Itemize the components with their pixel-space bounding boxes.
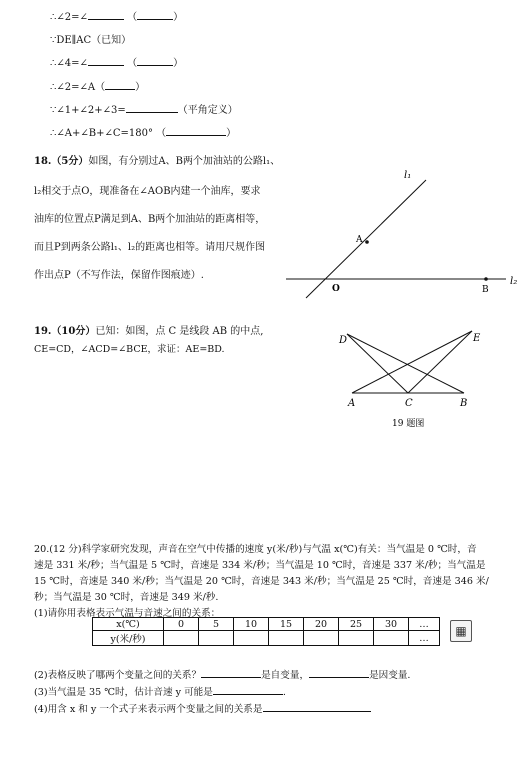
question-text: (2)表格反映了哪两个变量之间的关系？ xyxy=(34,670,202,681)
table-cell: x(℃) xyxy=(93,618,164,631)
question-text: (4)用含 x 和 y 一个式子来表示两个变量之间的关系是 xyxy=(34,704,263,715)
proof-text: ∴∠4=∠ xyxy=(50,58,88,69)
question-text: 秒；当气温是 30 ℃时，音速是 349 米/秒. xyxy=(34,592,219,603)
proof-text: （ xyxy=(127,12,138,23)
question-text: 如图，有分别过A、B两个加油站的公路l₁、 xyxy=(88,156,281,167)
question-text: l₂相交于点O，现准备在∠AOB内建一个油库，要求 xyxy=(34,186,261,197)
proof-text: ∴∠2=∠A（ xyxy=(50,82,106,93)
table-cell: 30 xyxy=(374,618,409,631)
question-text: 已知：如图，点 C 是线段 AB 的中点, xyxy=(95,326,264,337)
question-text: 是自变量， xyxy=(261,670,310,681)
answer-blank[interactable] xyxy=(88,10,124,20)
answer-blank[interactable] xyxy=(263,702,371,712)
label-e: E xyxy=(473,333,481,344)
proof-line-1 xyxy=(50,8,183,23)
table-cell[interactable] xyxy=(164,631,199,646)
table-cell: 10 xyxy=(234,618,269,631)
question-text: 是因变量. xyxy=(369,670,411,681)
answer-blank[interactable] xyxy=(213,685,283,695)
q20-line-3 xyxy=(34,573,489,587)
q18-line-2 xyxy=(34,182,261,197)
q18-line-3 xyxy=(34,210,265,225)
q20-line-4 xyxy=(34,589,218,603)
proof-text: ∴∠A+∠B+∠C=180° （ xyxy=(50,128,167,139)
proof-text: ∵DE∥AC（已知） xyxy=(50,35,132,46)
proof-text: ） xyxy=(173,58,184,69)
q20-sub3: (3)当气温是 35 ℃时，估计音速 y 可能是 . xyxy=(34,687,286,698)
question-text: 而且P到两条公路l₁、l₂的距离也相等。请用尺规作图 xyxy=(34,242,266,253)
figure-caption: 19 题图 xyxy=(392,419,425,429)
question-text: 速是 331 米/秒；当气温是 5 ℃时，音速是 334 米/秒；当气温是 10 ℃时，音速是 337 米/秒；当气温是 xyxy=(34,560,486,571)
question-text: CE=CD，∠ACD=∠BCE，求证：AE=BD. xyxy=(34,344,225,355)
proof-line-2 xyxy=(50,31,131,46)
answer-blank[interactable] xyxy=(201,668,261,678)
point-a xyxy=(365,240,369,244)
proof-line-6 xyxy=(50,124,236,139)
point-b xyxy=(484,277,488,281)
answer-blank[interactable] xyxy=(166,126,226,136)
question-text: 作出点P（不写作法，保留作图痕迹）. xyxy=(34,270,204,281)
table-cell[interactable] xyxy=(269,631,304,646)
segment-ce xyxy=(408,331,472,393)
label-b: B xyxy=(482,285,489,295)
q19-figure xyxy=(330,325,490,435)
question-text: (3)当气温是 35 ℃时，估计音速 y 可能是 xyxy=(34,687,213,698)
label-l2: l₂ xyxy=(510,276,518,287)
proof-line-5 xyxy=(50,101,238,116)
q20-sub4 xyxy=(34,701,371,715)
proof-text: ） xyxy=(226,128,237,139)
proof-text: ） xyxy=(173,12,184,23)
label-a: A xyxy=(356,235,363,245)
q18-line-5 xyxy=(34,266,204,281)
proof-text: （平角定义） xyxy=(177,105,238,116)
question-text: 15 ℃时，音速是 340 米/秒；当气温是 20 ℃时，音速是 343 米/秒；当气温是 25 ℃时，音速是 346 米/ xyxy=(34,576,489,587)
q19-line-1 xyxy=(34,322,263,337)
answer-blank[interactable] xyxy=(137,56,173,66)
answer-blank[interactable] xyxy=(105,80,135,90)
table-cell[interactable] xyxy=(374,631,409,646)
table-cell: y(米/秒) xyxy=(93,631,164,646)
table-cell: … xyxy=(409,631,440,646)
q18-figure xyxy=(280,166,525,301)
answer-blank[interactable] xyxy=(88,56,124,66)
label-o: O xyxy=(332,284,340,294)
table-row xyxy=(93,631,440,646)
speed-table xyxy=(92,617,440,646)
question-text: 20.(12 分)科学家研究发现，声音在空气中传播的速度 y(米/秒)与气温 x(℃)有关：当气温是 0 ℃时，音 xyxy=(34,544,477,555)
table-row xyxy=(93,618,440,631)
table-cell[interactable] xyxy=(339,631,374,646)
question-number: 18.（5分） xyxy=(34,156,89,167)
answer-blank[interactable] xyxy=(309,668,369,678)
question-text: 油库的位置点P满足到A、B两个加油站的距离相等， xyxy=(34,214,266,225)
segment-cd xyxy=(347,334,408,393)
question-number: 19.（10分） xyxy=(34,326,96,337)
label-l1: l₁ xyxy=(404,170,412,181)
proof-line-4 xyxy=(50,78,145,93)
table-cell: 0 xyxy=(164,618,199,631)
proof-text: ∴∠2=∠ xyxy=(50,12,88,23)
q20-sub2 xyxy=(34,667,411,681)
table-cell[interactable] xyxy=(304,631,339,646)
table-cell[interactable] xyxy=(199,631,234,646)
table-cell: 25 xyxy=(339,618,374,631)
q18-line-4 xyxy=(34,238,265,253)
table-cell: 5 xyxy=(199,618,234,631)
table-cell: 15 xyxy=(269,618,304,631)
answer-blank[interactable] xyxy=(126,103,178,113)
table-cell[interactable] xyxy=(234,631,269,646)
proof-line-3 xyxy=(50,54,183,69)
proof-text: ∵∠1+∠2+∠3= xyxy=(50,105,126,116)
question-text: (1)请你用表格表示气温与音速之间的关系： xyxy=(34,608,221,619)
table-cell: 20 xyxy=(304,618,339,631)
label-a: A xyxy=(348,398,356,409)
q20-line-1 xyxy=(34,541,477,555)
segment-ae xyxy=(352,331,472,393)
q18-line-1 xyxy=(34,152,280,167)
segment-bd xyxy=(347,334,464,393)
proof-text: （ xyxy=(127,58,138,69)
label-b: B xyxy=(460,398,468,409)
table-cell: … xyxy=(409,618,440,631)
label-c: C xyxy=(405,398,413,409)
label-d: D xyxy=(339,335,348,346)
table-icon[interactable]: ▦ xyxy=(450,620,472,642)
q20-line-2 xyxy=(34,557,486,571)
proof-text: ） xyxy=(135,82,146,93)
q19-line-2 xyxy=(34,341,225,355)
answer-blank[interactable] xyxy=(137,10,173,20)
road-l1 xyxy=(306,180,426,298)
